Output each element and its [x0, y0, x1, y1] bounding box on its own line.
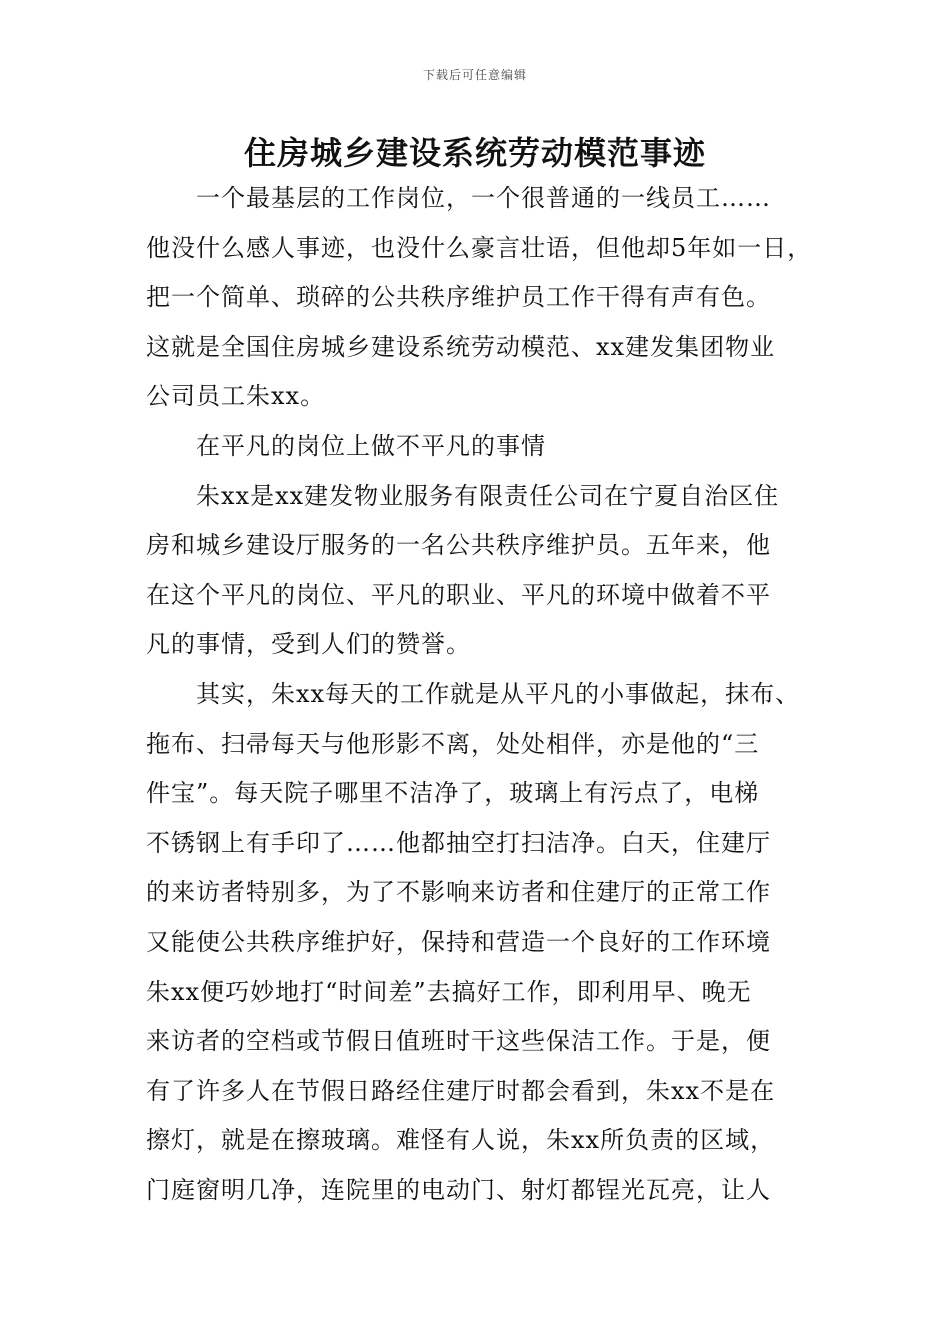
text-line: 把一个简单、琐碎的公共秩序维护员工作干得有声有色。 [146, 283, 771, 311]
text-line: 在平凡的岗位上做不平凡的事情 [196, 432, 546, 460]
text-line: 凡的事情，受到人们的赞誉。 [146, 630, 471, 658]
text-line: 来访者的空档或节假日值班时干这些保洁工作。于是，便 [146, 1027, 771, 1055]
text-line: 拖布、扫帚每天与他形影不离，处处相伴，亦是他的“三 [146, 730, 760, 758]
header-note: 下载后可任意编辑 [422, 68, 527, 82]
text-line: 有了许多人在节假日路经住建厅时都会看到，朱xx不是在 [146, 1077, 776, 1105]
text-line: 不锈钢上有手印了……他都抽空打扫洁净。白天，住建厅 [146, 829, 771, 857]
text-line: 其实，朱xx每天的工作就是从平凡的小事做起，抹布、 [196, 680, 801, 708]
text-line: 的来访者特别多，为了不影响来访者和住建厅的正常工作 [146, 878, 771, 906]
text-line: 这就是全国住房城乡建设系统劳动模范、xx建发集团物业 [146, 333, 776, 361]
text-line: 一个最基层的工作岗位，一个很普通的一线员工…… [196, 184, 771, 212]
text-line: 在这个平凡的岗位、平凡的职业、平凡的环境中做着不平 [146, 581, 771, 609]
text-line: 朱xx便巧妙地打“时间差”去搞好工作，即利用早、晚无 [146, 978, 752, 1006]
text-line: 他没什么感人事迹，也没什么豪言壮语，但他却5年如一日， [146, 234, 813, 262]
text-line: 朱xx是xx建发物业服务有限责任公司在宁夏自治区住 [196, 482, 780, 510]
text-line: 门庭窗明几净，连院里的电动门、射灯都锃光瓦亮，让人 [146, 1176, 771, 1204]
text-line: 件宝”。每天院子哪里不洁净了，玻璃上有污点了，电梯 [146, 779, 760, 807]
text-line: 又能使公共秩序维护好，保持和营造一个良好的工作环境 [146, 928, 771, 956]
text-line: 房和城乡建设厅服务的一名公共秩序维护员。五年来，他 [146, 531, 771, 559]
text-line: 擦灯，就是在擦玻璃。难怪有人说，朱xx所负责的区域， [146, 1126, 776, 1154]
page-title: 住房城乡建设系统劳动模范事迹 [243, 134, 706, 172]
text-line: 公司员工朱xx。 [146, 382, 326, 410]
